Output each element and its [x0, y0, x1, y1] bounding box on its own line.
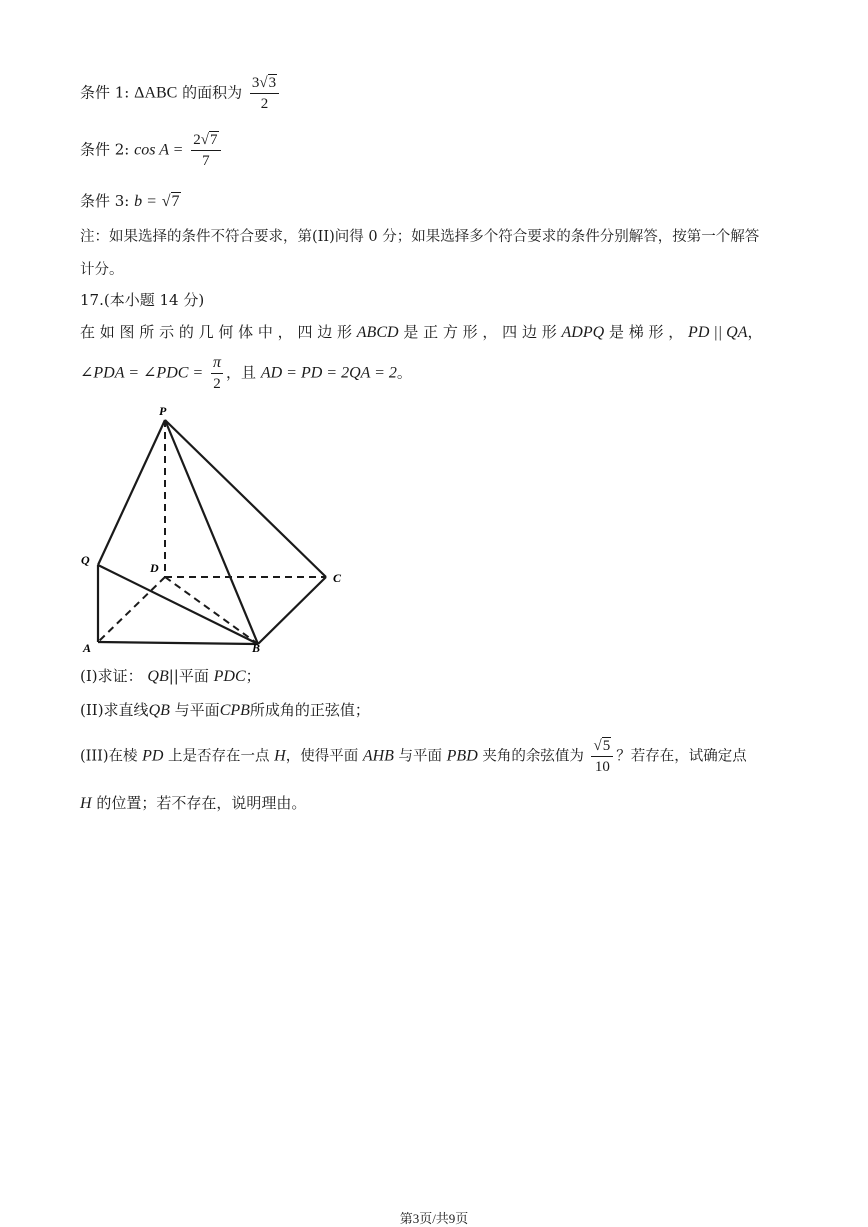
- condition-2-prefix: 条件 2:: [80, 140, 130, 159]
- condition-1-fraction: $\frac{3√3}{2}$: [250, 74, 279, 113]
- geometry-figure: [78, 402, 358, 652]
- question-2: (II)求直线QB 与平面CPB所成角的正弦值；: [80, 701, 370, 719]
- angle-condition: [80, 354, 412, 393]
- label-c: C: [333, 571, 342, 585]
- condition-3-math: b =: [134, 193, 157, 210]
- label-d: D: [150, 561, 159, 575]
- edge-ab: [98, 642, 258, 644]
- edge-da-hidden: [98, 577, 165, 642]
- edge-pq: [98, 420, 165, 565]
- problem-statement: [80, 321, 763, 342]
- question-3-line-2: H 的位置；若不存在，说明理由。: [80, 794, 307, 812]
- stmt-text-1: 在 如 图 所 示 的 几 何 体 中 ， 四 边 形: [80, 323, 352, 341]
- edge-pb: [165, 420, 258, 644]
- condition-1: [80, 74, 282, 113]
- edge-cb: [258, 577, 326, 644]
- angle-math: ∠PDA = ∠PDC =: [80, 364, 204, 382]
- label-a: A: [83, 641, 92, 652]
- condition-3-radical: √7: [161, 193, 180, 210]
- length-math: AD = PD = 2QA = 2: [260, 364, 397, 382]
- stmt-text-3: 是 梯 形 ，: [608, 323, 684, 341]
- note-line-1: 注：如果选择的条件不符合要求，第(II)问得 0 分；如果选择多个符合要求的条件分别解答，按第一个解答: [80, 229, 760, 245]
- label-b: B: [252, 641, 261, 652]
- note-line-2: 计分。: [80, 262, 124, 278]
- stmt-math-abcd: ABCD: [356, 324, 399, 341]
- question-1: (I)求证： QB||平面 PDC；: [80, 667, 261, 685]
- condition-2-fraction: $\frac{2√7}{7}$: [191, 131, 220, 170]
- question-3: (III)在棱 PD 上是否存在一点 H，使得平面 AHB 与平面 PBD 夹角的余弦值为 $\frac{√5}{10}$ ？若存在，试确定点: [80, 738, 747, 775]
- stmt-text-2: 是 正 方 形 ， 四 边 形: [403, 323, 557, 341]
- angle-end: 。: [396, 363, 412, 382]
- label-q: Q: [81, 553, 90, 567]
- label-p: P: [159, 404, 167, 418]
- condition-3: [80, 190, 181, 211]
- condition-1-prefix: 条件 1:: [80, 83, 130, 102]
- angle-sep: ，且: [226, 363, 257, 382]
- problem-header: 17.(本小题 14 分): [80, 291, 205, 309]
- stmt-text-4: ，: [747, 323, 763, 341]
- condition-2-math: cos A =: [134, 141, 184, 159]
- q3-fraction: $\frac{√5}{10}$: [591, 737, 613, 776]
- page-footer: 第3页/共9页: [399, 1211, 469, 1226]
- edge-pc: [165, 420, 326, 577]
- stmt-math-adpq: ADPQ: [561, 324, 605, 341]
- condition-2: [80, 131, 224, 170]
- condition-1-math: ΔABC: [134, 84, 178, 102]
- condition-3-prefix: 条件 3:: [80, 192, 130, 210]
- angle-fraction: $\frac{\pi}{2}$: [213, 354, 222, 392]
- stmt-math-parallel: PD || QA: [688, 324, 748, 341]
- condition-1-text: 的面积为: [182, 83, 243, 102]
